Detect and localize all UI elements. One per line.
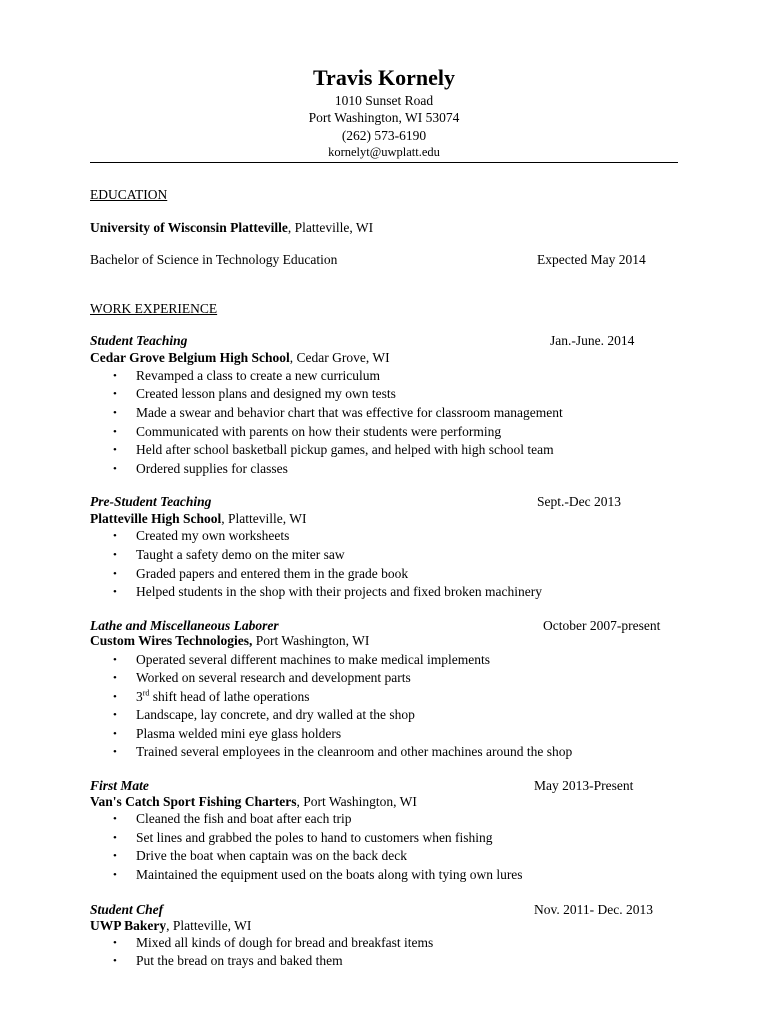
employer-name: UWP Bakery xyxy=(90,918,167,933)
shift-text: shift head of lathe operations xyxy=(149,689,310,704)
education-school-line xyxy=(90,219,373,237)
list-item: Created my own worksheets xyxy=(136,528,290,543)
education-heading: EDUCATION xyxy=(90,187,168,202)
job-dates-lathe-laborer: October 2007-present xyxy=(543,618,661,633)
address-line-1: 1010 Sunset Road xyxy=(334,93,434,108)
employer-location: , Platteville, WI xyxy=(221,511,307,526)
ordinal-suffix: rd xyxy=(142,688,150,698)
bullet-icon: • xyxy=(113,407,117,419)
employer-location: Port Washington, WI xyxy=(252,633,370,648)
bullet-icon: • xyxy=(113,937,117,949)
list-item: Put the bread on trays and baked them xyxy=(136,953,343,968)
list-item xyxy=(136,688,310,706)
job-dates-first-mate: May 2013-Present xyxy=(534,778,634,793)
employer-name: Platteville High School xyxy=(90,511,222,526)
job-title-pre-student-teaching: Pre-Student Teaching xyxy=(90,494,212,509)
bullet-icon: • xyxy=(113,568,117,580)
bullet-icon: • xyxy=(113,463,117,475)
job-title-lathe-laborer: Lathe and Miscellaneous Laborer xyxy=(90,618,279,633)
list-item: Held after school basketball pickup games, and helped with high school team xyxy=(136,442,554,457)
job-employer-line xyxy=(90,917,251,935)
bullet-icon: • xyxy=(113,955,117,967)
bullet-icon: • xyxy=(113,370,117,382)
list-item: Cleaned the fish and boat after each trip xyxy=(136,811,352,826)
address-line-2: Port Washington, WI 53074 xyxy=(308,110,460,125)
bullet-icon: • xyxy=(113,691,117,703)
candidate-name: Travis Kornely xyxy=(313,65,455,90)
bullet-icon: • xyxy=(113,746,117,758)
job-employer-line xyxy=(90,793,417,811)
job-dates-pre-student-teaching: Sept.-Dec 2013 xyxy=(537,494,621,509)
degree-expected-date: Expected May 2014 xyxy=(537,252,646,267)
bullet-icon: • xyxy=(113,586,117,598)
bullet-icon: • xyxy=(113,654,117,666)
bullet-icon: • xyxy=(113,813,117,825)
bullet-icon: • xyxy=(113,549,117,561)
bullet-icon: • xyxy=(113,444,117,456)
bullet-icon: • xyxy=(113,832,117,844)
bullet-icon: • xyxy=(113,728,117,740)
phone-number: (262) 573-6190 xyxy=(341,128,427,143)
list-item: Trained several employees in the cleanroom and other machines around the shop xyxy=(136,744,573,759)
school-name: University of Wisconsin Platteville xyxy=(90,220,288,235)
list-item: Mixed all kinds of dough for bread and breakfast items xyxy=(136,935,434,950)
list-item: Plasma welded mini eye glass holders xyxy=(136,726,342,741)
bullet-icon: • xyxy=(113,869,117,881)
bullet-icon: • xyxy=(113,388,117,400)
job-title-first-mate: First Mate xyxy=(90,778,149,793)
employer-location: , Cedar Grove, WI xyxy=(289,350,390,365)
employer-name: Custom Wires Technologies, xyxy=(90,633,253,648)
bullet-icon: • xyxy=(113,530,117,542)
work-experience-heading: WORK EXPERIENCE xyxy=(90,301,218,316)
degree: Bachelor of Science in Technology Education xyxy=(90,252,338,267)
employer-name: Van's Catch Sport Fishing Charters xyxy=(90,794,297,809)
list-item: Taught a safety demo on the miter saw xyxy=(136,547,345,562)
job-employer-line xyxy=(90,349,390,367)
list-item: Graded papers and entered them in the grade book xyxy=(136,566,409,581)
job-title-student-teaching: Student Teaching xyxy=(90,333,188,348)
bullet-icon: • xyxy=(113,709,117,721)
list-item: Communicated with parents on how their students were performing xyxy=(136,424,502,439)
school-location: , Platteville, WI xyxy=(287,220,374,235)
employer-name: Cedar Grove Belgium High School xyxy=(90,350,290,365)
header-divider xyxy=(90,162,678,163)
job-dates-student-teaching: Jan.-June. 2014 xyxy=(550,333,635,348)
employer-location: , Platteville, WI xyxy=(166,918,252,933)
list-item: Landscape, lay concrete, and dry walled at the shop xyxy=(136,707,415,722)
list-item: Worked on several research and development parts xyxy=(136,670,411,685)
bullet-icon: • xyxy=(113,672,117,684)
list-item: Ordered supplies for classes xyxy=(136,461,288,476)
list-item: Created lesson plans and designed my own tests xyxy=(136,386,396,401)
list-item: Helped students in the shop with their projects and fixed broken machinery xyxy=(136,584,543,599)
job-employer-line xyxy=(90,510,306,528)
bullet-icon: • xyxy=(113,426,117,438)
bullet-icon: • xyxy=(113,850,117,862)
job-dates-student-chef: Nov. 2011- Dec. 2013 xyxy=(534,902,653,917)
job-employer-line xyxy=(90,632,369,650)
list-item: Maintained the equipment used on the boats along with tying own lures xyxy=(136,867,523,882)
email-address: kornelyt@uwplatt.edu xyxy=(328,145,440,159)
list-item: Made a swear and behavior chart that was effective for classroom management xyxy=(136,405,563,420)
shift-number: 3 xyxy=(136,689,143,704)
list-item: Set lines and grabbed the poles to hand to customers when fishing xyxy=(136,830,493,845)
employer-location: , Port Washington, WI xyxy=(296,794,417,809)
list-item: Operated several different machines to make medical implements xyxy=(136,652,490,667)
job-title-student-chef: Student Chef xyxy=(90,902,164,917)
list-item: Revamped a class to create a new curriculum xyxy=(136,368,381,383)
list-item: Drive the boat when captain was on the back deck xyxy=(136,848,408,863)
